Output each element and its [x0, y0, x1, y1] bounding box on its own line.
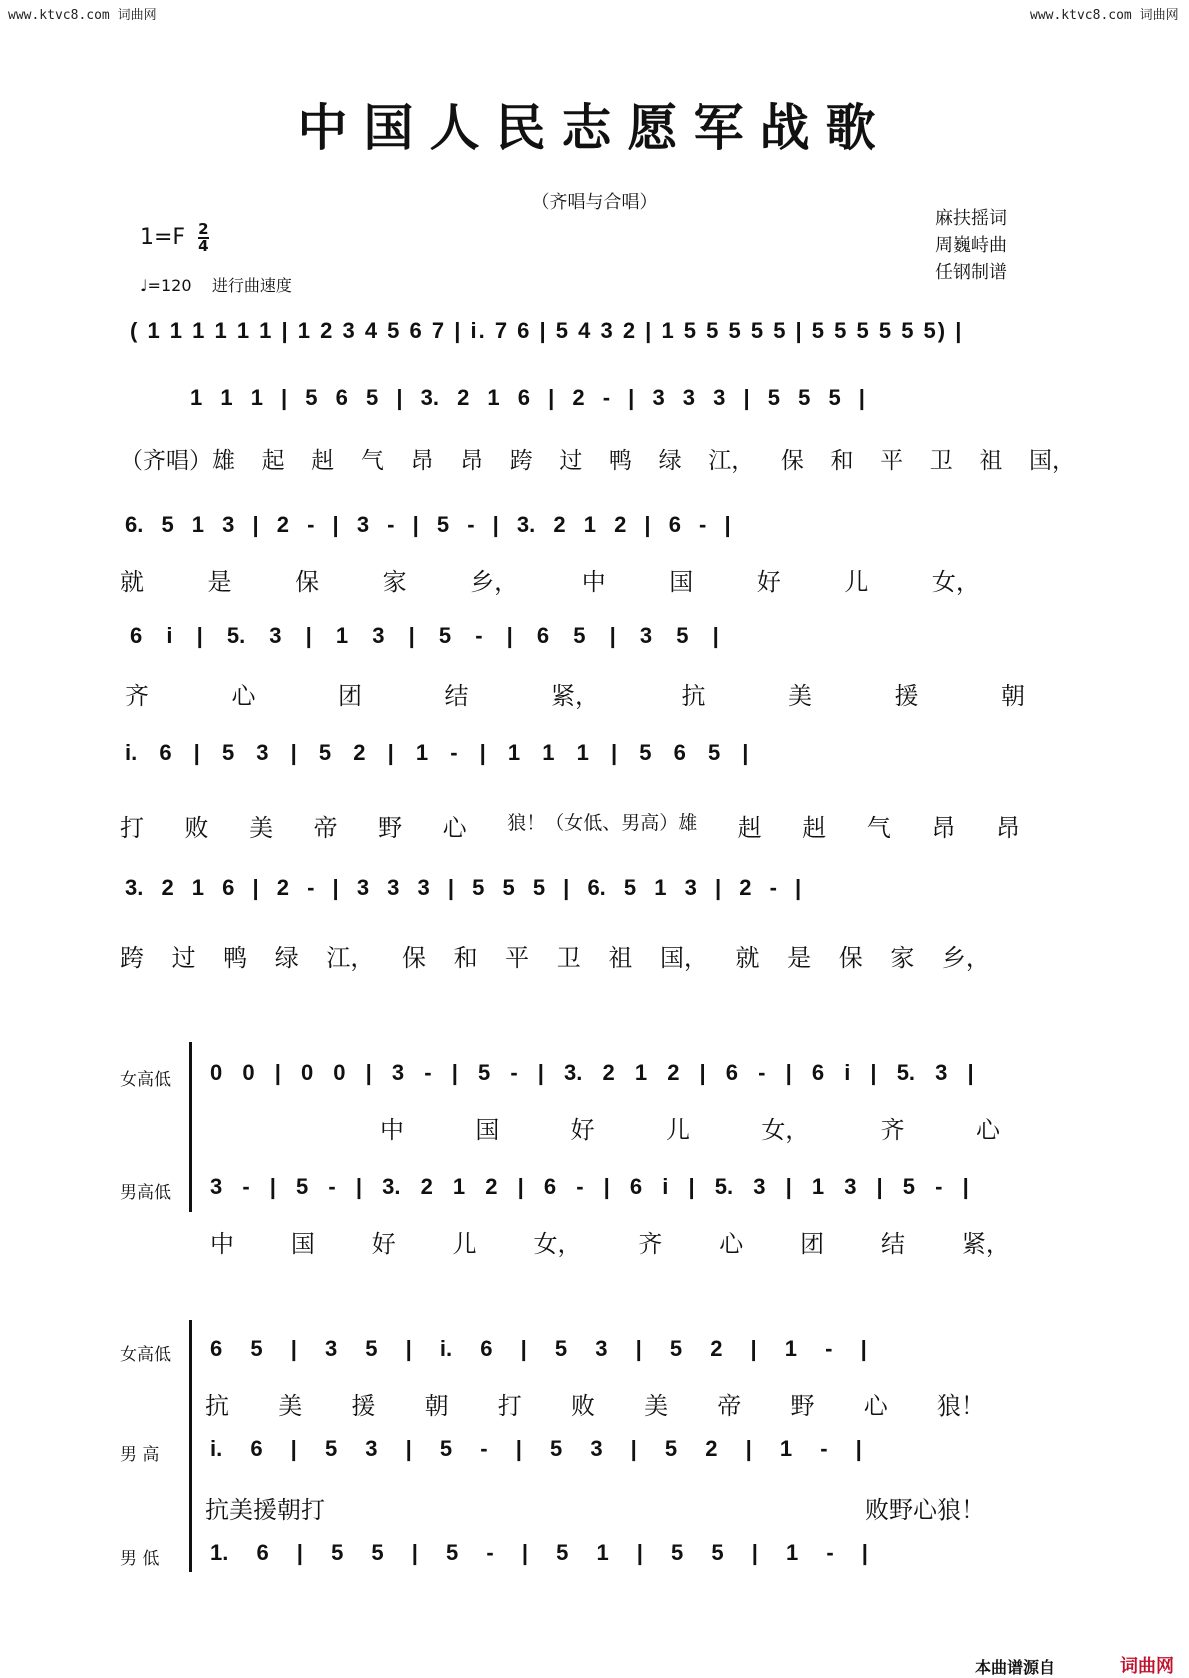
key-signature [140, 222, 209, 254]
tempo-text: 进行曲速度 [211, 276, 292, 295]
performance-subtitle: （齐唱与合唱） [531, 192, 658, 213]
notation-line-1: 1 1 1 | 5 6 5 | 3. 2 1 6 | 2 - | 3 3 3 | 5 5 5 | [190, 385, 865, 410]
brand-logo: 词曲网 [1120, 1656, 1174, 1677]
composer: 周巍峙曲 [935, 235, 1007, 256]
part-label-women: 女高低 [120, 1070, 171, 1090]
intro-notation: ( 1 1 1 1 1 1 | 1 2 3 4 5 6 7 | i. 7 6 | 5 4 3 2 | 1 5 5 5 5 5 | 5 5 5 5 5 5) | [130, 318, 964, 343]
tempo [140, 273, 292, 296]
lyrics-line-5: 跨 过 鸭 绿 江， 保 和 平 卫 祖 国， 就 是 保 家 乡， [120, 944, 990, 972]
source-note: 本曲谱源自 [975, 1658, 1056, 1677]
site-watermark-left: www.ktvc8.com 词曲网 [8, 8, 157, 23]
notation-line-5: 3. 2 1 6 | 2 - | 3 3 3 | 5 5 5 | 6. 5 1 3 | 2 - | [125, 875, 802, 900]
lyrics-line-4: 打 败 美 帝 野 心 狼！（女低、男高）雄 赳 赳 气 昂 昂 [120, 812, 1020, 842]
system-bracket-2 [189, 1320, 198, 1572]
part-label-men-high: 男 高 [120, 1445, 160, 1465]
part-label-men: 男高低 [120, 1183, 171, 1203]
lyrics-line-1: （齐唱）雄 起 赳 气 昂 昂 跨 过 鸭 绿 江， 保 和 平 卫 祖 国， [120, 448, 1075, 474]
lyrics-line-2: 就 是 保 家 乡， 中 国 好 儿 女， [120, 568, 980, 596]
g2-men-lyrics: 抗 美 援 朝 打 败 野 心 狼！ [205, 1496, 985, 1524]
g1-women-lyrics: 中 国 好 儿 女， 齐 心 [380, 1116, 1000, 1144]
lyricist: 麻扶摇词 [935, 208, 1007, 229]
g2-women-notation: 6 5 | 3 5 | i. 6 | 5 3 | 5 2 | 1 - | [210, 1336, 867, 1361]
g2-menlow-notation: 1. 6 | 5 5 | 5 - | 5 1 | 5 5 | 1 - | [210, 1540, 868, 1565]
notation-line-2: 6. 5 1 3 | 2 - | 3 - | 5 - | 3. 2 1 2 | 6 - | [125, 512, 731, 537]
tempo-mark: ♩=120 [140, 276, 192, 295]
g2-women-lyrics: 抗 美 援 朝 打 败 美 帝 野 心 狼！ [205, 1392, 985, 1420]
notation-line-3: 6 i | 5. 3 | 1 3 | 5 - | 6 5 | 3 5 | [130, 623, 719, 648]
time-signature: $\frac{2}{4}$ [198, 220, 209, 255]
g1-men-notation: 3 - | 5 - | 3. 2 1 2 | 6 - | 6 i | 5. 3 | 1 3 | 5 - | [210, 1174, 969, 1199]
key: 1=F [140, 225, 186, 250]
lyrics-line-3: 齐 心 团 结 紧， 抗 美 援 朝 [125, 682, 1025, 710]
site-watermark-right: www.ktvc8.com 词曲网 [1030, 8, 1179, 23]
system-bracket-1 [189, 1042, 198, 1212]
g2-menhigh-notation: i. 6 | 5 3 | 5 - | 5 3 | 5 2 | 1 - | [210, 1436, 862, 1461]
notation-line-4: i. 6 | 5 3 | 5 2 | 1 - | 1 1 1 | 5 6 5 | [125, 740, 749, 765]
part-label-men-low: 男 低 [120, 1549, 160, 1569]
g1-men-lyrics: 中 国 好 儿 女， 齐 心 团 结 紧， [210, 1230, 1010, 1258]
part-label-women-2: 女高低 [120, 1345, 171, 1365]
g1-women-notation: 0 0 | 0 0 | 3 - | 5 - | 3. 2 1 2 | 6 - | 6 i | 5. 3 | [210, 1060, 974, 1085]
credits [935, 205, 1007, 286]
arranger: 任钢制谱 [935, 262, 1007, 283]
song-title: 中国人民志愿军战歌 [297, 98, 892, 157]
